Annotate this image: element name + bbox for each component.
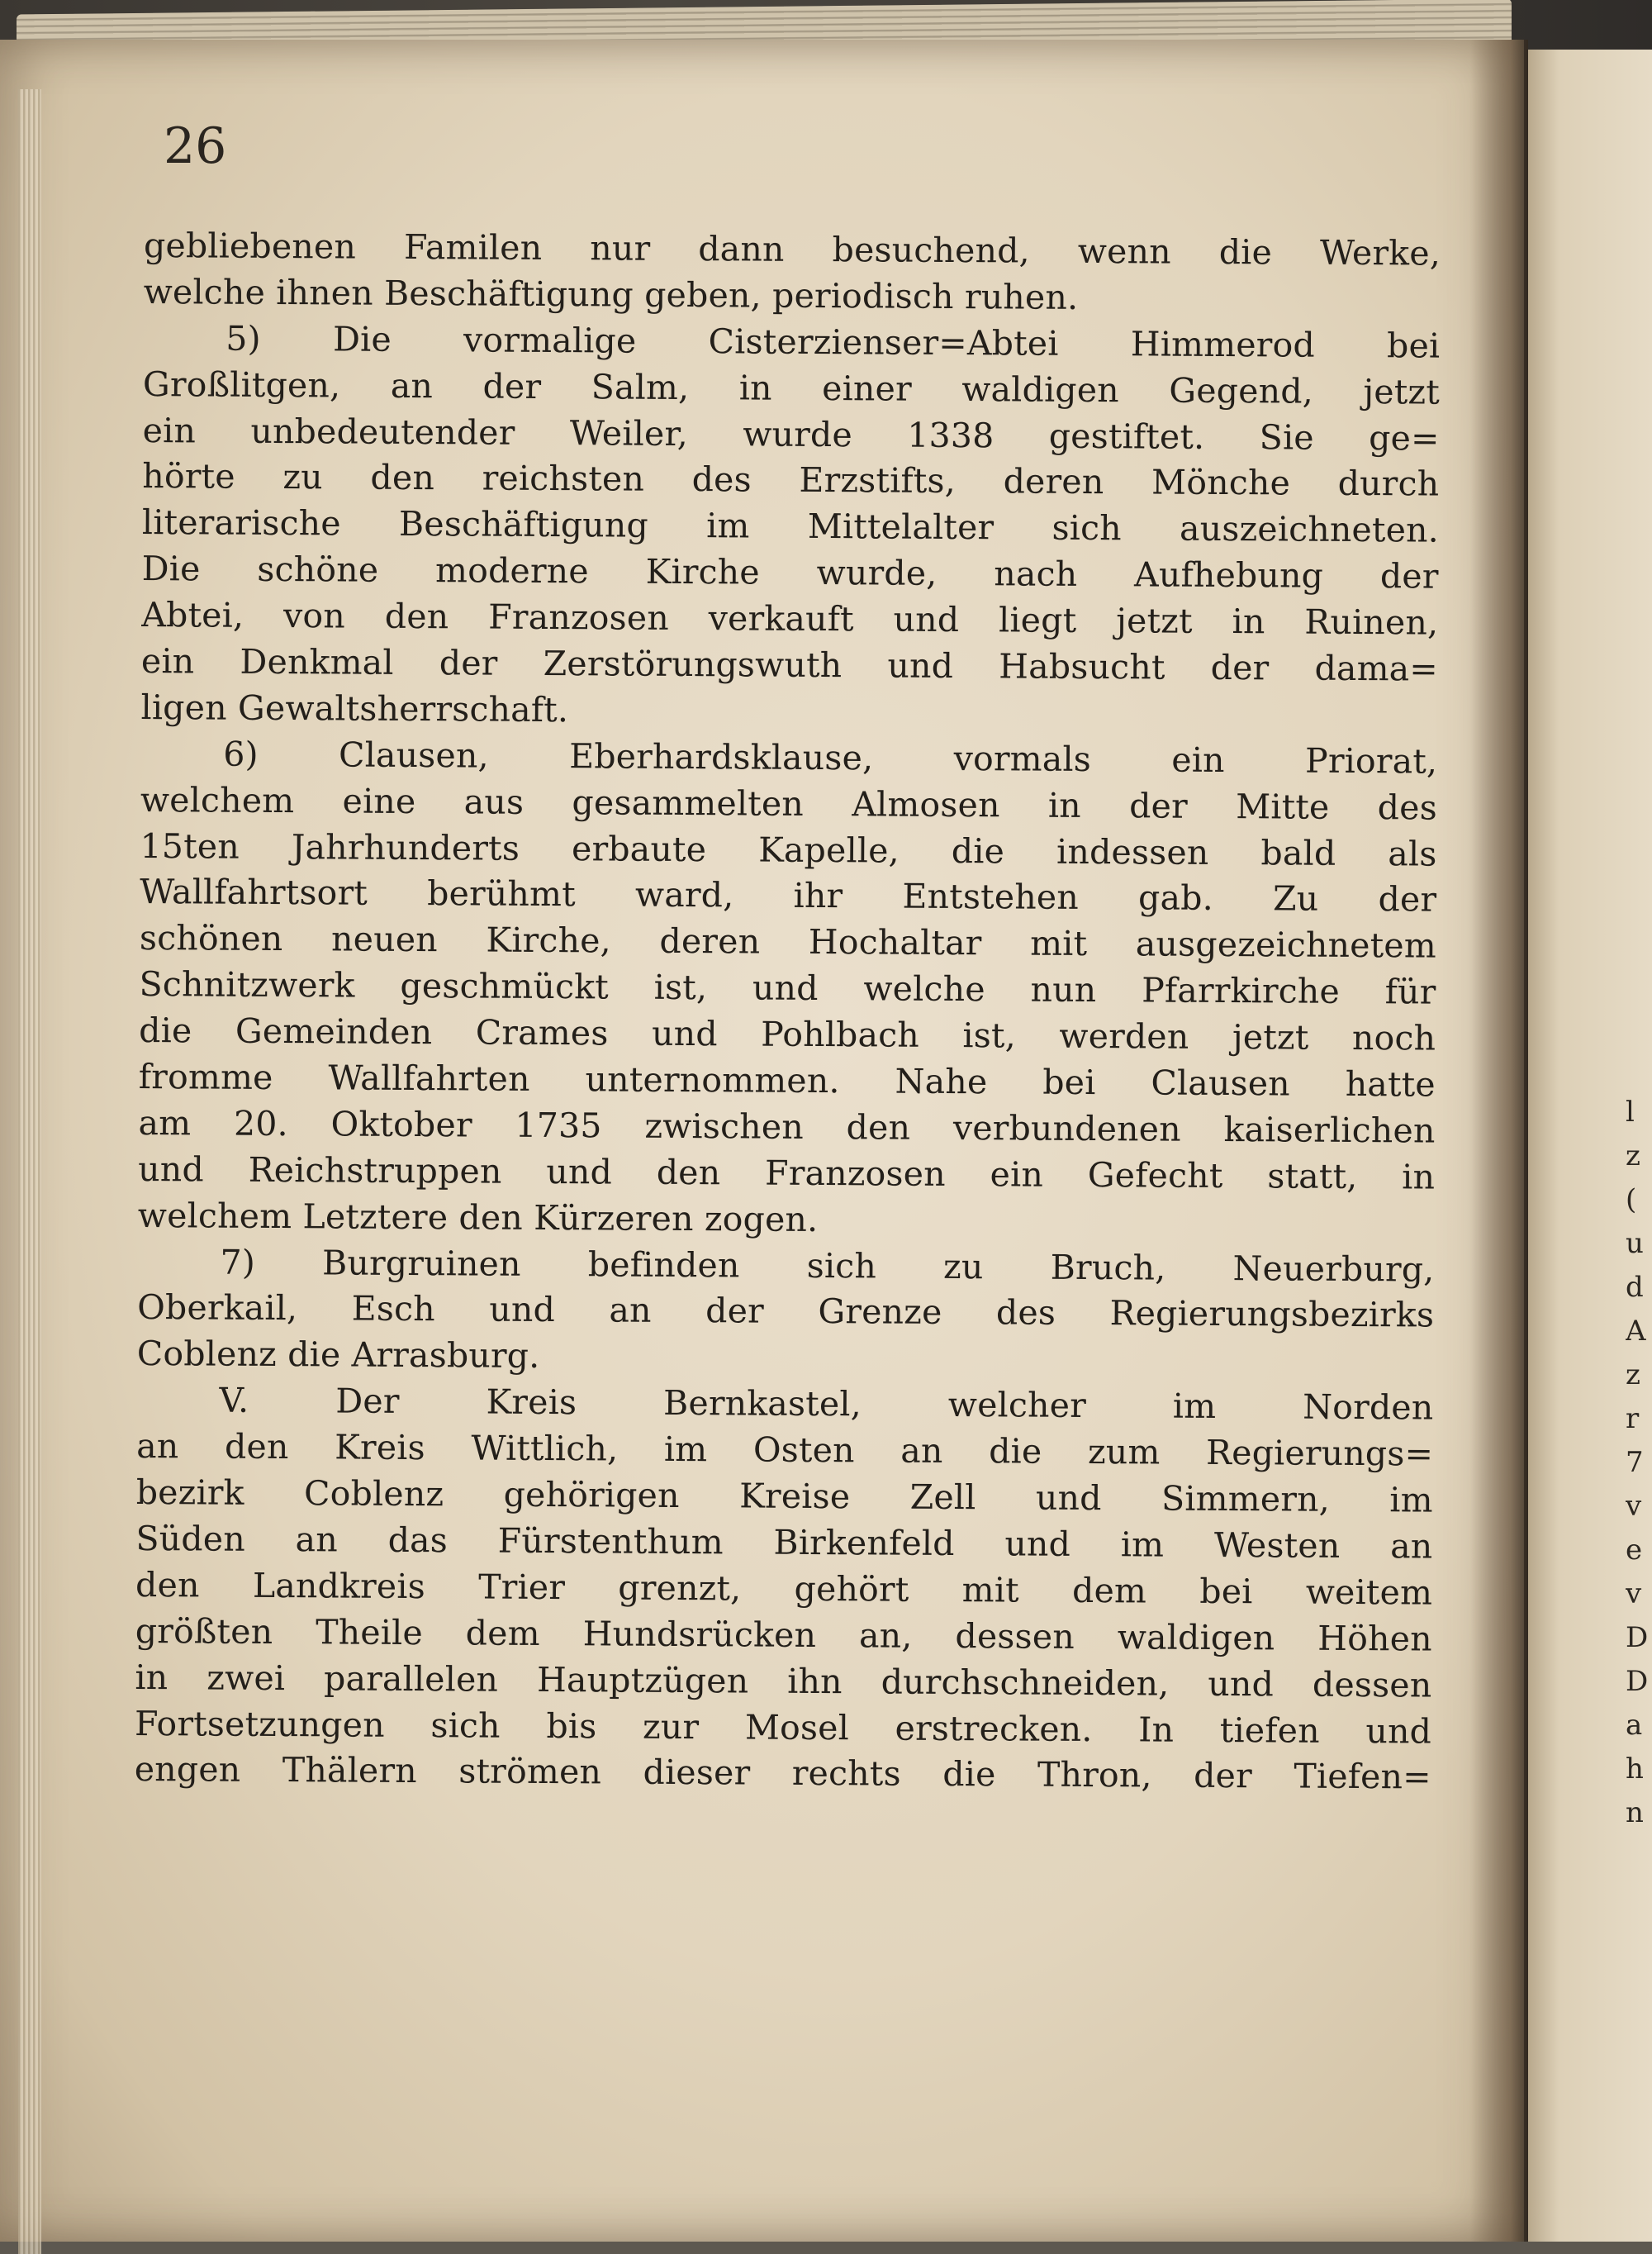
text-line: ein Denkmal der Zerstörungswuth und Habsucht der dama= [140, 641, 1439, 689]
text-line: größten Theile dem Hundsrücken an, dessen waldigen Höhen [135, 1610, 1432, 1659]
fragment: z [1626, 1358, 1640, 1391]
text-line: bezirk Coblenz gehörigen Kreise Zell und Simmern, im [135, 1472, 1433, 1520]
text-line: in zwei parallelen Hauptzügen ihn durchschneiden, und dessen [135, 1657, 1432, 1705]
fragment: r [1626, 1402, 1640, 1435]
text-line: Süden an das Fürstenthum Birkenfeld und im Westen an [135, 1518, 1433, 1567]
page-stack-edge [18, 89, 41, 2254]
text-line: engen Thälern strömen dieser rechts die Thron, der Tiefen= [134, 1749, 1431, 1797]
text-line: welchem Letztere den Kürzeren zogen. [137, 1195, 819, 1239]
text-line: 15ten Jahrhunderts erbaute Kapelle, die indessen bald als [140, 825, 1437, 874]
text-line: ein unbedeutender Weiler, wurde 1338 gestiftet. Sie ge= [142, 410, 1440, 459]
fragment: d [1626, 1271, 1644, 1304]
text-line: Die schöne moderne Kirche wurde, nach Aufhebung der [141, 549, 1439, 597]
fragment: h [1626, 1752, 1644, 1786]
text-line: V. Der Kreis Bernkastel, welcher im Norden [219, 1380, 1434, 1428]
text-line: schönen neuen Kirche, deren Hochaltar mit ausgezeichnetem [139, 918, 1437, 966]
fragment: e [1626, 1534, 1643, 1567]
text-line: 6) Clausen, Eberhardsklause, vormals ein Priorat, [223, 734, 1438, 782]
fragment: 7 [1626, 1446, 1644, 1479]
text-line: hörte zu den reichsten des Erzstifts, deren Mönche durch [142, 456, 1440, 505]
fragment: n [1626, 1796, 1644, 1829]
fragment: z [1626, 1139, 1640, 1172]
text-line: die Gemeinden Crames und Pohlbach ist, werden jetzt noch [139, 1010, 1436, 1058]
text-line: Schnitzwerk geschmückt ist, und welche nun Pfarrkirche für [139, 964, 1436, 1012]
text-line: am 20. Oktober 1735 zwischen den verbundenen kaiserlichen [138, 1102, 1436, 1151]
text-line: Abtei, von den Franzosen verkauft und liegt jetzt in Ruinen, [141, 595, 1439, 643]
text-line: an den Kreis Wittlich, im Osten an die zum Regierungs= [136, 1426, 1434, 1474]
text-line: welche ihnen Beschäftigung geben, periodisch ruhen. [143, 271, 1079, 317]
text-line: ligen Gewaltsherrschaft. [140, 687, 569, 730]
page-number: 26 [164, 117, 227, 175]
adjacent-page-text [1626, 1091, 1652, 1835]
fragment: D [1626, 1665, 1649, 1698]
text-line: literarische Beschäftigung im Mittelalter sich auszeichneten. [141, 502, 1440, 550]
text-line: Oberkail, Esch und an der Grenze des Regierungsbezirks [137, 1287, 1435, 1336]
text-line: Großlitgen, an der Salm, in einer waldigen Gegend, jetzt [142, 364, 1441, 412]
text-line: Fortsetzungen sich bis zur Mosel erstrecken. In tiefen und [134, 1703, 1432, 1752]
text-line: welchem eine aus gesammelten Almosen in der Mitte des [140, 779, 1438, 828]
text-line: Wallfahrtsort berühmt ward, ihr Entstehen gab. Zu der [140, 872, 1437, 920]
text-line: gebliebenen Familen nur dann besuchend, wenn die Werke, [143, 225, 1441, 273]
fragment: a [1626, 1709, 1643, 1742]
fragment: v [1626, 1577, 1642, 1610]
fragment: v [1626, 1490, 1642, 1523]
text-line: den Landkreis Trier grenzt, gehört mit dem bei weitem [135, 1564, 1433, 1613]
fragment: l [1626, 1096, 1635, 1129]
text-line: und Reichstruppen und den Franzosen ein Gefecht statt, in [138, 1148, 1436, 1197]
fragment: D [1626, 1621, 1649, 1654]
gutter-shadow [1470, 40, 1528, 2242]
text-lines [135, 223, 1441, 1801]
fragment: ( [1626, 1183, 1637, 1216]
fragment: A [1626, 1315, 1646, 1348]
fragment: u [1626, 1227, 1644, 1260]
text-line: fromme Wallfahrten unternommen. Nahe bei Clausen hatte [138, 1057, 1436, 1105]
text-line: 5) Die vormalige Cisterzienser=Abtei Himmerod bei [225, 318, 1441, 366]
text-line: 7) Burgruinen befinden sich zu Bruch, Neuerburg, [220, 1242, 1435, 1290]
text-line: Coblenz die Arrasburg. [136, 1334, 540, 1377]
